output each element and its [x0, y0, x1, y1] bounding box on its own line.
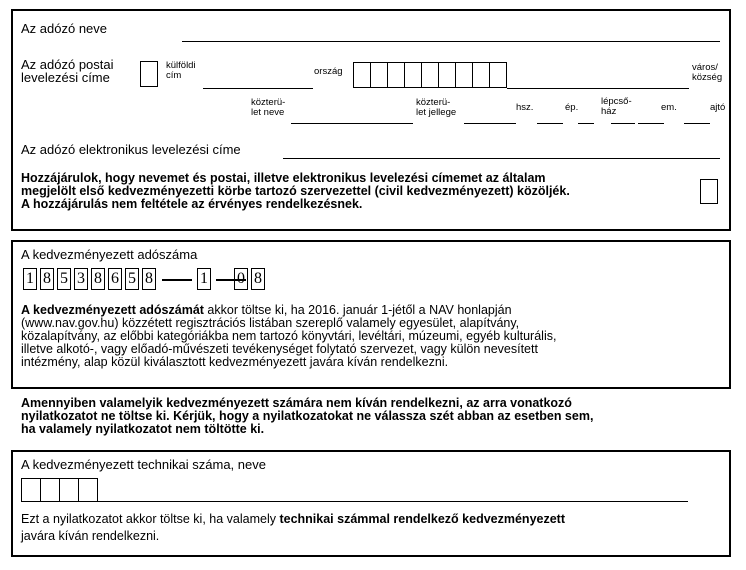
beneficiary-tax-title: A kedvezményezett adószáma — [21, 247, 198, 262]
staircase-label-2: ház — [601, 106, 617, 117]
postal-address-label-2: levelezési címe — [21, 70, 110, 85]
technical-number-cell-4[interactable] — [78, 478, 98, 502]
consent-line-1: Hozzájárulok, hogy nevemet és postai, illetve elektronikus levelezési címemet az általam — [21, 171, 546, 185]
city-field[interactable] — [507, 88, 689, 89]
tax-instructions-line-3: közalapítvány, az előbbi kategóriákba nem tartozó könyvtári, levéltári, múzeumi, egyéb kulturális, — [21, 329, 557, 343]
tax-digit[interactable]: 8 — [91, 268, 105, 290]
consent-line-2: megjelölt első kedvezményezetti körbe tartozó szervezettel (civil kedvezményezett) közöljék. — [21, 184, 570, 198]
foreign-address-checkbox[interactable] — [140, 61, 158, 87]
street-type-label-2: let jellege — [416, 107, 457, 118]
technical-instructions-text: Ezt a nyilatkozatot akkor töltse ki, ha valamely — [21, 512, 280, 526]
city-label-1: város/ — [692, 62, 718, 73]
postal-code-cell-2[interactable] — [404, 62, 422, 88]
tax-digit[interactable]: 0 — [234, 268, 248, 290]
country-label: ország — [314, 66, 343, 77]
notice-line-1: Amennyiben valamelyik kedvezményezett számára nem kíván rendelkezni, az arra vonatkozó — [21, 396, 572, 410]
postal-code-cell-4[interactable] — [438, 62, 456, 88]
floor-field[interactable] — [638, 123, 664, 124]
staircase-label-1: lépcső- — [601, 96, 632, 107]
tax-digit[interactable]: 6 — [108, 268, 122, 290]
tax-digit[interactable]: 3 — [74, 268, 88, 290]
house-number-field[interactable] — [537, 123, 563, 124]
house-number-label: hsz. — [516, 102, 534, 113]
technical-instructions-line-1 — [21, 513, 721, 526]
floor-label: em. — [661, 102, 677, 113]
postal-code-cell-1[interactable] — [387, 62, 405, 88]
postal-code-cell-7[interactable] — [489, 62, 507, 88]
tax-instructions-line-2: (www.nav.gov.hu) közzétett regisztrációs listában szereplő valamely egyesület, alapítvány, — [21, 316, 520, 330]
tax-digit[interactable]: 8 — [40, 268, 54, 290]
technical-number-cell-3[interactable] — [59, 478, 79, 502]
technical-instructions-line-2: javára kíván rendelkezni. — [21, 529, 160, 543]
consent-line-3: A hozzájárulás nem feltétele az érvényes rendelkezésnek. — [21, 197, 363, 211]
country-code-cell-2[interactable] — [370, 62, 388, 88]
tax-instructions-text: akkor töltse ki, ha 2016. január 1-jétől a NAV honlapján — [203, 303, 512, 317]
street-name-field[interactable] — [291, 123, 413, 124]
postal-code-cell-3[interactable] — [421, 62, 439, 88]
tax-digit[interactable]: 8 — [142, 268, 156, 290]
tax-digit[interactable]: 8 — [251, 268, 265, 290]
taxpayer-name-label: Az adózó neve — [21, 21, 108, 36]
technical-number-cell-1[interactable] — [21, 478, 41, 502]
notice-line-3: ha valamely nyilatkozatot nem töltötte ki. — [21, 422, 265, 436]
tax-digit[interactable]: 1 — [23, 268, 37, 290]
technical-number-cell-2[interactable] — [40, 478, 60, 502]
beneficiary-name-field[interactable] — [98, 501, 688, 502]
foreign-address-label-2: cím — [166, 70, 182, 81]
tax-instructions-line-4: illetve alkotó-, vagy előadó-művészeti tevékenységet folytató szervezet, vagy külön nevesített — [21, 342, 538, 356]
postal-code-cell-6[interactable] — [472, 62, 490, 88]
technical-instructions-bold: technikai számmal rendelkező kedvezményezett — [279, 512, 565, 526]
street-name-label-1: közterü- — [251, 97, 286, 108]
street-type-field[interactable] — [464, 123, 516, 124]
email-label: Az adózó elektronikus levelezési címe — [21, 142, 241, 157]
city-label-2: község — [692, 72, 723, 83]
taxpayer-name-field[interactable] — [182, 41, 720, 42]
foreign-address-field[interactable] — [203, 88, 313, 89]
email-field[interactable] — [283, 158, 720, 159]
postal-address-label-1: Az adózó postai — [21, 57, 114, 72]
building-label: ép. — [565, 102, 579, 113]
door-field[interactable] — [684, 123, 710, 124]
tax-separator-dash — [162, 279, 192, 281]
tax-instructions-line-5: intézmény, alap közül kiválasztott kedvezményezett javára kíván rendelkezni. — [21, 355, 449, 369]
technical-number-title: A kedvezményezett technikai száma, neve — [21, 457, 266, 472]
tax-digit[interactable]: 5 — [57, 268, 71, 290]
country-code-cell-1[interactable] — [353, 62, 371, 88]
tax-instructions-bold: A kedvezményezett adószámát — [21, 303, 204, 317]
notice-line-2: nyilatkozatot ne töltse ki. Kérjük, hogy a nyilatkozatokat ne válassza szét abban az esetben sem, — [21, 409, 594, 423]
street-name-label-2: let neve — [251, 107, 285, 118]
tax-digit[interactable]: 5 — [125, 268, 139, 290]
staircase-field[interactable] — [611, 123, 635, 124]
foreign-address-label-1: külföldi — [166, 60, 196, 71]
consent-checkbox[interactable] — [700, 179, 718, 204]
postal-code-cell-5[interactable] — [455, 62, 473, 88]
street-type-label-1: közterü- — [416, 97, 451, 108]
tax-digit[interactable]: 1 — [197, 268, 211, 290]
building-field[interactable] — [578, 123, 594, 124]
door-label: ajtó — [710, 102, 726, 113]
